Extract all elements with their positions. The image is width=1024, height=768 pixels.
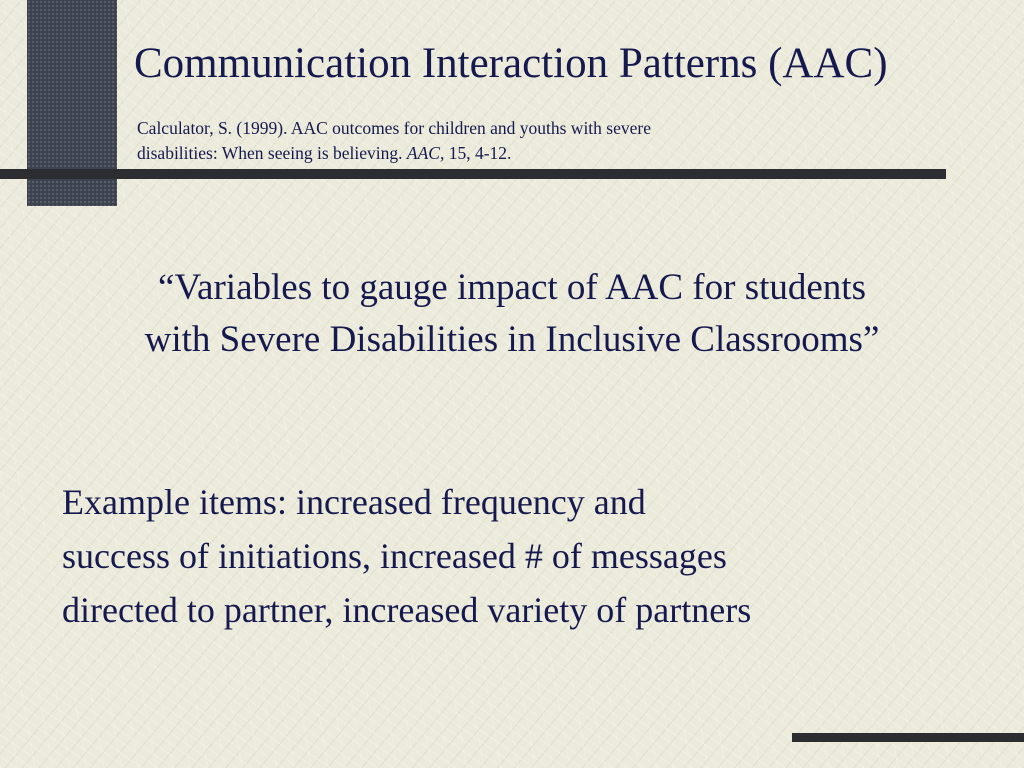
quote-text (20, 262, 1004, 366)
quote-line-2: with Severe Disabilities in Inclusive Classrooms” (144, 319, 880, 360)
citation-line-2-suffix: 15, 4-12. (444, 143, 512, 163)
citation-line-2-prefix: disabilities: When seeing is believing. (137, 143, 407, 163)
title-divider-line (0, 169, 946, 179)
example-items-text (62, 475, 962, 637)
citation-journal: AAC, (406, 143, 445, 163)
bottom-divider-line (792, 733, 1024, 742)
quote-line-1: “Variables to gauge impact of AAC for students (158, 267, 866, 308)
example-line-3: directed to partner, increased variety of partners (62, 590, 752, 630)
citation-line-1: Calculator, S. (1999). AAC outcomes for children and youths with severe (137, 118, 651, 138)
example-line-2: success of initiations, increased # of messages (62, 536, 727, 576)
slide-title: Communication Interaction Patterns (AAC) (134, 40, 888, 87)
citation (137, 116, 857, 166)
example-line-1: Example items: increased frequency and (62, 482, 646, 522)
